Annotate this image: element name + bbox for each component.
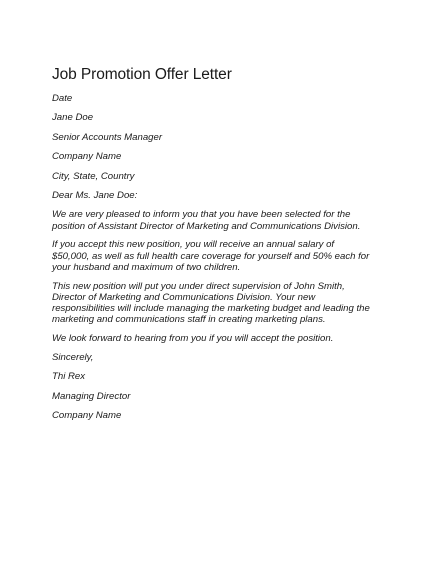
- closing: Sincerely,: [52, 351, 94, 363]
- salutation: Dear Ms. Jane Doe:: [52, 189, 138, 201]
- paragraph-line: responsibilities will include managing the marketing budget and leading the: [52, 302, 370, 314]
- paragraph-line: marketing and communications staff in creating marketing plans.: [52, 314, 326, 326]
- paragraph-responsibilities: [52, 281, 392, 326]
- letter-content: [52, 66, 392, 429]
- recipient-address: City, State, Country: [52, 170, 135, 182]
- paragraph-line: Director of Marketing and Communications Division. Your new: [52, 291, 316, 303]
- sender-title: Managing Director: [52, 390, 131, 402]
- sender-company: Company Name: [52, 409, 122, 421]
- letter-date: Date: [52, 93, 73, 104]
- paragraph-line: your husband and maximum of two children.: [52, 261, 241, 273]
- paragraph-line: If you accept this new position, you will receive an annual salary of: [52, 239, 335, 251]
- paragraph-line: We are very pleased to inform you that you have been selected for the: [52, 209, 351, 221]
- paragraph-line: We look forward to hearing from you if you will accept the position.: [52, 332, 334, 344]
- paragraph-line: $50,000, as well as full health care coverage for yourself and 50% each for: [52, 250, 370, 262]
- paragraph-selection: [52, 209, 392, 231]
- sender-name: Thi Rex: [52, 371, 86, 383]
- paragraph-closing: [52, 333, 392, 344]
- paragraph-line: position of Assistant Director of Marketing and Communications Division.: [52, 220, 361, 232]
- letter-title: Job Promotion Offer Letter: [52, 66, 232, 83]
- paragraph-compensation: [52, 239, 392, 273]
- recipient-title: Senior Accounts Manager: [52, 131, 163, 143]
- recipient-name: Jane Doe: [52, 112, 94, 124]
- paragraph-line: This new position will put you under direct supervision of John Smith,: [52, 280, 345, 292]
- recipient-company: Company Name: [52, 151, 122, 163]
